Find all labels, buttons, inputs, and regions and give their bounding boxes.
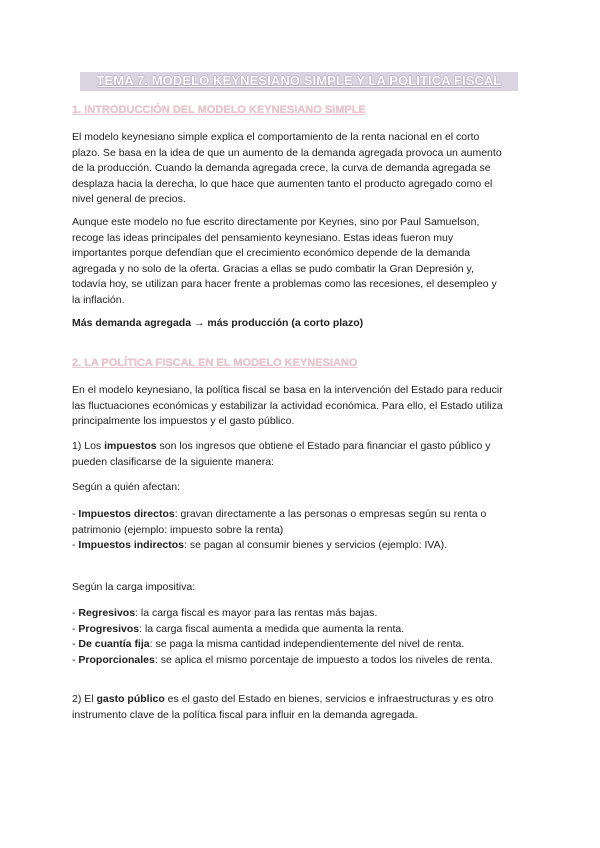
text-line: Aunque este modelo no fue escrito directamente por Keynes, sino por Paul Samuelson, [72, 216, 480, 228]
term: Impuestos indirectos [78, 539, 185, 551]
list-item [72, 622, 532, 638]
text-run: : se pagan al consumir bienes y servicios (ejemplo: IVA). [184, 539, 448, 551]
key-idea-text: Más demanda agregada → más producción (a corto plazo) [72, 317, 364, 329]
section-2-intro [72, 383, 532, 430]
text-run: - [72, 653, 79, 666]
term: Impuestos directos [78, 508, 175, 520]
document-title: TEMA 7. MODELO KEYNESIANO SIMPLE Y LA POLÍTICA FISCAL [96, 73, 502, 88]
text-line: recoge las ideas principales del pensamiento keynesiano. Estas ideas fueron muy [72, 231, 454, 244]
text-run: - [72, 622, 79, 635]
text-line [72, 507, 532, 523]
text-run: 1) Los [72, 440, 105, 452]
text-line [72, 692, 532, 708]
text-line: importantes porque defendían que el crecimiento económico depende de la demanda [72, 247, 471, 259]
text-run: - [72, 607, 79, 619]
text-run: : la carga fiscal aumenta a medida que aumenta la renta. [139, 622, 405, 635]
text-line: En el modelo keynesiano, la política fiscal se basa en la intervención del Estado para reducir [72, 384, 503, 396]
impuestos-paragraph [72, 439, 532, 470]
text-run: son los ingresos que obtiene el Estado para financiar el gasto público y [156, 440, 491, 452]
directos-item [72, 507, 532, 538]
text-run: : se paga la misma cantidad independientemente del nivel de renta. [149, 638, 465, 650]
term: impuestos [104, 440, 157, 452]
list-item [72, 653, 532, 669]
term: De cuantía fija [78, 638, 150, 650]
term: Progresivos [78, 622, 140, 635]
key-idea [72, 316, 532, 332]
text-run: : gravan directamente a las personas o empresas según su renta o [174, 508, 487, 520]
term: Proporcionales [78, 653, 155, 666]
section-1-paragraph-1 [72, 130, 532, 208]
text-line: instrumento clave de la política fiscal para influir en la demanda agregada. [72, 708, 418, 721]
carga-list [72, 606, 532, 668]
text-line: Según la carga impositiva: [72, 581, 196, 593]
text-run: : la carga fiscal es mayor para las rentas más bajas. [135, 607, 378, 619]
text-line: la inflación. [72, 293, 125, 306]
text-run: 2) El [72, 693, 97, 705]
list-item [72, 637, 532, 653]
text-line [72, 538, 532, 554]
term: Regresivos [78, 607, 136, 619]
text-run: - [72, 539, 79, 551]
text-line: todavía hoy, se utilizan para hacer frente a problemas como las recesiones, el desempleo y [72, 278, 497, 290]
text-line: nivel general de precios. [72, 193, 186, 205]
text-run: : se aplica el mismo porcentaje de impuesto a todos los niveles de renta. [154, 653, 493, 666]
section-2-heading: 2. LA POLÍTICA FISCAL EN EL MODELO KEYNESIANO [72, 357, 358, 369]
section-1-heading: 1. INTRODUCCIÓN DEL MODELO KEYNESIANO SIMPLE [72, 104, 366, 116]
text-line: plazo. Se basa en la idea de que un aumento de la demanda agregada provoca un aumento [72, 146, 502, 159]
text-line: principalmente los impuestos y el gasto público. [72, 415, 295, 427]
text-line: patrimonio (ejemplo: impuesto sobre la renta) [72, 523, 284, 536]
text-line: pueden clasificarse de la siguiente manera: [72, 455, 274, 468]
segun-carga-label [72, 580, 532, 596]
text-line: El modelo keynesiano simple explica el comportamiento de la renta nacional en el corto [72, 131, 480, 143]
text-line: Según a quién afectan: [72, 481, 181, 493]
section-1-paragraph-2 [72, 215, 532, 308]
list-item [72, 606, 532, 622]
indirectos-item [72, 538, 532, 554]
text-line: de la producción. Cuando la demanda agregada crece, la curva de demanda agregada se [72, 162, 491, 174]
segun-quien-label [72, 480, 532, 496]
text-run: - [72, 508, 79, 520]
gasto-paragraph [72, 692, 532, 723]
text-run: - [72, 638, 79, 650]
title-highlight [80, 72, 518, 91]
text-line: desplaza hacia la derecha, lo que hace que aumenten tanto el producto agregado como el [72, 177, 493, 190]
text-line: las fluctuaciones económicas y estabilizar la actividad económica. Para ello, el Estado utiliza [72, 399, 503, 412]
text-run: es el gasto del Estado en bienes, servicios e infraestructuras y es otro [164, 693, 494, 705]
term: gasto público [96, 693, 165, 705]
text-line [72, 439, 532, 455]
text-line: agregada y no solo de la oferta. Gracias a ellas se pudo combatir la Gran Depresión y, [72, 262, 474, 275]
